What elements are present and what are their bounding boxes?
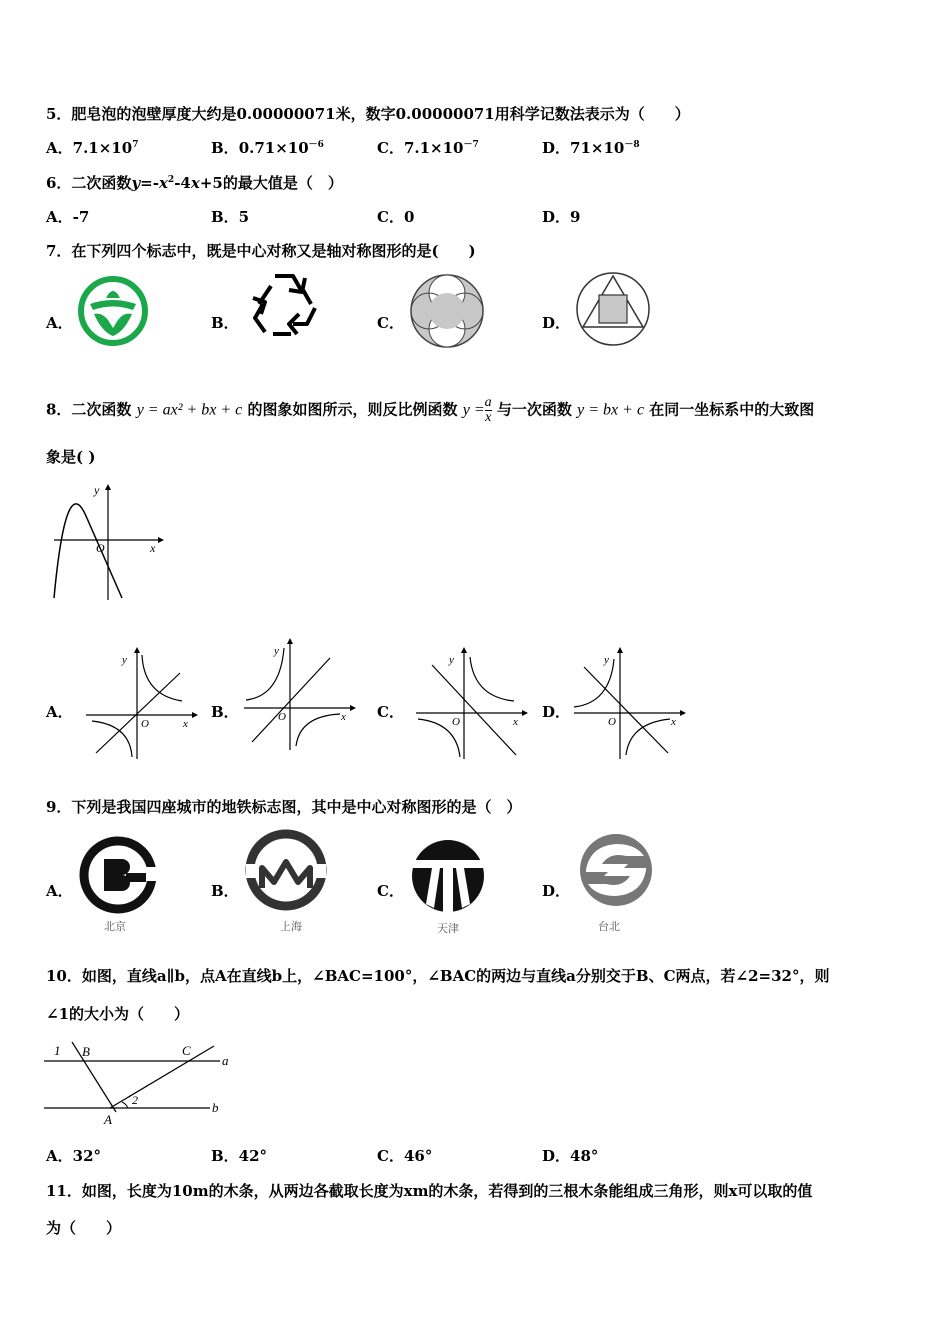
q10-point-b-label: B <box>82 1044 90 1059</box>
q8-stem: 8．二次函数 y = ax² + bx + c 的图象如图所示，则反比例函数 y = $\frac{a}{x}$ 与一次函数 y = bx + c 在同一坐标系中的大致图 <box>46 395 815 425</box>
q8-linear-formula: y = bx + c <box>577 401 645 419</box>
q10-line-b-label: b <box>212 1100 219 1115</box>
q9-label-a: A． <box>46 882 73 900</box>
q8-option-a-graph <box>82 645 200 763</box>
q10-point-c-label: C <box>182 1043 191 1058</box>
svg-text:y: y <box>274 645 279 657</box>
svg-text:O: O <box>608 716 616 728</box>
q10-angle2-label: 2 <box>132 1093 138 1107</box>
svg-text:O: O <box>141 718 149 730</box>
recycle-symbol-icon <box>245 268 323 346</box>
svg-text:x: x <box>183 718 188 730</box>
q7-label-d: D． <box>542 314 571 332</box>
q9-label-d: D． <box>542 882 571 900</box>
svg-text:x: x <box>671 716 676 728</box>
q5-option-d: D．$71\times 10^{-8}$ <box>542 139 640 157</box>
q5-stem: 5．肥皂泡的泡壁厚度大约是0.00000071米，数字0.00000071用科学记数法表示为（ ） <box>46 105 690 123</box>
q9-label-b: B． <box>211 882 239 900</box>
q8-axis-x-label: x <box>150 541 156 555</box>
q10-option-d: D．48° <box>542 1147 599 1165</box>
beijing-subway-logo-icon <box>78 835 158 915</box>
taipei-metro-logo-icon <box>576 830 656 910</box>
q6-option-a: A．-7 <box>46 208 90 226</box>
q10-parallel-lines-figure <box>44 1036 236 1128</box>
q8-origin-label: O <box>96 541 105 555</box>
svg-text:y: y <box>122 654 127 666</box>
q8-label-c: C． <box>377 703 404 721</box>
q10-stem-line1: 10．如图，直线a∥b，点A在直线b上，∠BAC=100°，∠BAC的两边与直线a分别交于B、C两点，若∠2=32°，则 <box>46 967 830 985</box>
q9-city-a: 北京 <box>104 920 126 933</box>
q6-option-c: C．0 <box>377 208 415 226</box>
svg-text:x: x <box>341 711 346 723</box>
q10-line-a-label: a <box>222 1053 229 1068</box>
q7-label-b: B． <box>211 314 239 332</box>
svg-text:y: y <box>449 654 454 666</box>
q9-label-c: C． <box>377 882 404 900</box>
shanghai-metro-logo-icon <box>244 828 328 912</box>
q10-option-c: C．46° <box>377 1147 433 1165</box>
q9-city-d: 台北 <box>598 920 620 933</box>
q10-point-a-label: A <box>104 1112 112 1127</box>
q8-label-a: A． <box>46 703 73 721</box>
green-food-logo-icon <box>78 276 148 346</box>
q8-option-b-graph <box>240 636 358 754</box>
q10-angle1-label: 1 <box>54 1043 61 1058</box>
q10-stem-line2: ∠1的大小为（ ） <box>46 1005 190 1023</box>
q10-option-b: B．42° <box>211 1147 268 1165</box>
q8-fraction: $\frac{a}{x}$ <box>484 395 492 425</box>
q9-city-c: 天津 <box>437 922 459 935</box>
q6-stem: 6．二次函数$y=-x^2-4x+5$的最大值是（ ） <box>46 174 343 192</box>
circle-triangle-square-icon <box>574 270 652 348</box>
q5-option-a: A．$7.1\times 10^7$ <box>46 139 139 157</box>
svg-text:O: O <box>452 716 460 728</box>
q8-option-c-graph <box>412 645 530 763</box>
q8-stem-line2: 象是( ) <box>46 448 96 466</box>
q11-stem-line1: 11．如图，长度为10m的木条，从两边各截取长度为xm的木条，若得到的三根木条能组成三角形，则x可以取的值 <box>46 1182 813 1200</box>
q5-option-b: B．$0.71\times 10^{-6}$ <box>211 139 324 157</box>
q8-quadratic-formula: y = ax² + bx + c <box>136 401 243 419</box>
q6-option-d: D．9 <box>542 208 581 226</box>
q8-axis-y-label: y <box>94 483 100 497</box>
q8-label-b: B． <box>211 703 239 721</box>
q9-stem: 9．下列是我国四座城市的地铁标志图，其中是中心对称图形的是（ ） <box>46 798 522 816</box>
q7-label-c: C． <box>377 314 404 332</box>
svg-text:x: x <box>513 716 518 728</box>
q8-label-d: D． <box>542 703 571 721</box>
four-petal-circle-icon <box>408 272 486 350</box>
q6-option-b: B．5 <box>211 208 250 226</box>
q8-parabola-graph <box>46 480 166 605</box>
q7-stem: 7．在下列四个标志中，既是中心对称又是轴对称图形的是( ) <box>46 242 476 260</box>
q7-label-a: A． <box>46 314 73 332</box>
q8-option-d-graph <box>570 645 688 763</box>
q5-option-c: C．$7.1\times 10^{-7}$ <box>377 139 479 157</box>
q11-stem-line2: 为（ ） <box>46 1219 122 1237</box>
q9-city-b: 上海 <box>280 920 302 933</box>
tianjin-metro-logo-icon <box>410 838 486 914</box>
svg-text:y: y <box>604 654 609 666</box>
svg-text:O: O <box>278 711 286 723</box>
q10-option-a: A．32° <box>46 1147 102 1165</box>
